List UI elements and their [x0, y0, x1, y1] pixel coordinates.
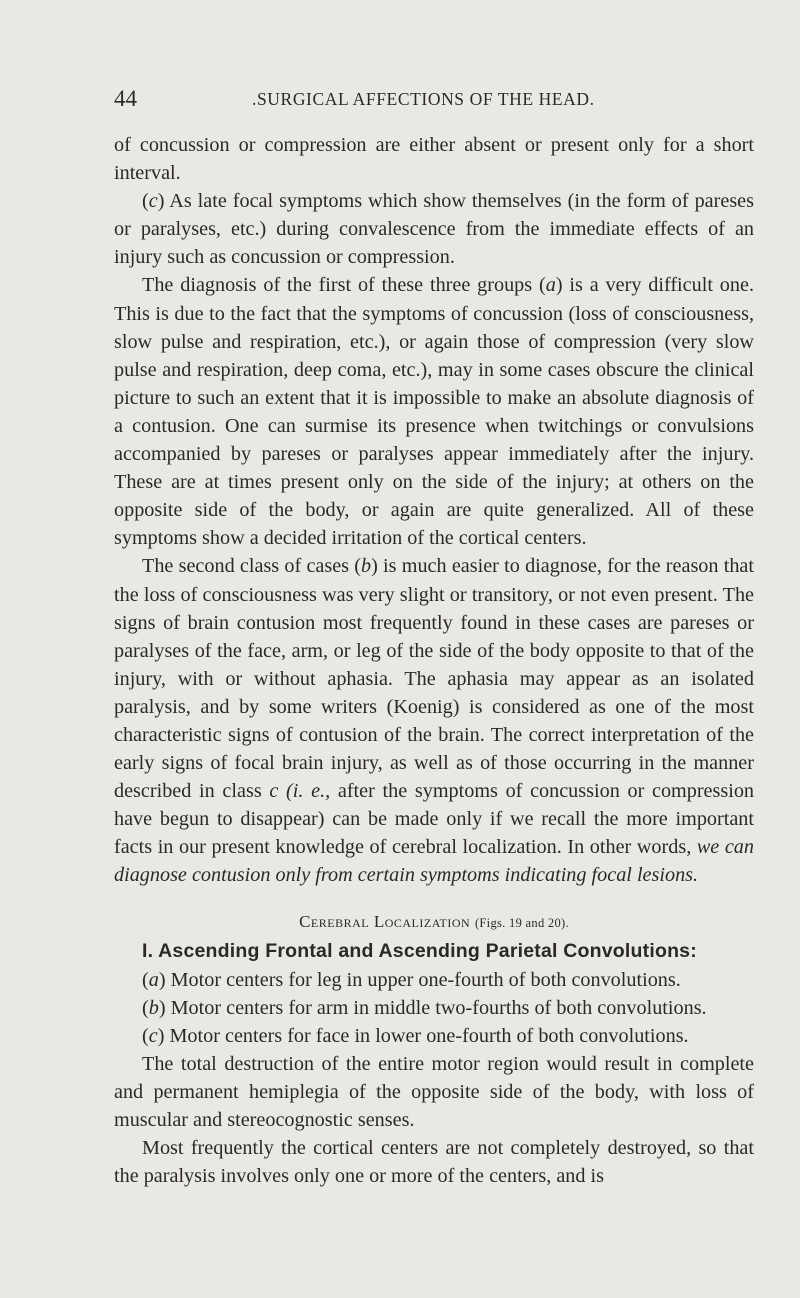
text-segment: The second class of cases ( [142, 555, 361, 578]
paragraph-most-frequently: Most frequently the cortical centers are not completely destroyed, so that the paralysis involves only one or more of the centers, and is [114, 1137, 754, 1188]
text-italic: (i. e., [286, 780, 331, 803]
paragraph-diagnosis-b [114, 552, 754, 889]
item-label: a [545, 274, 556, 297]
item-text: Motor centers for leg in upper one-fourth of both convolutions. [165, 968, 681, 991]
text-italic: we can diagnose contusion only from certain symptoms indicating focal lesions. [114, 836, 754, 887]
page-number: 44 [114, 86, 137, 111]
section-title: Cerebral Localization [299, 911, 471, 931]
paragraph-diagnosis-a [114, 271, 754, 552]
list-item: (a) Motor centers for leg in upper one-fourth of both convolutions. [142, 968, 681, 991]
section-heading [114, 908, 754, 937]
paragraph-continuation: of concussion or compression are either absent or present only for a short interval. [114, 134, 754, 185]
item-label: c [148, 1024, 158, 1047]
list-item: (b) Motor centers for arm in middle two-fourths of both convolutions. [142, 996, 707, 1019]
item-label: c [148, 190, 158, 213]
sub-heading: I. Ascending Frontal and Ascending Parietal Convolutions: [142, 939, 697, 962]
item-label: a [148, 968, 159, 991]
item-label: b [361, 555, 372, 578]
item-label: c [269, 780, 279, 803]
paragraph-total-destruction: The total destruction of the entire motor region would result in complete and permanent hemiplegia of the opposite side of the body, with loss of muscular and stereocognostic senses. [114, 1052, 754, 1132]
figure-reference: (Figs. 19 and 20). [474, 915, 569, 930]
item-label: b [148, 996, 159, 1019]
running-head: .SURGICAL AFFECTIONS OF THE HEAD. [252, 89, 595, 109]
text-segment: ( [142, 190, 149, 213]
list-item: (c) Motor centers for face in lower one-fourth of both convolutions. [142, 1024, 689, 1047]
page-header [114, 86, 754, 116]
text-segment: The diagnosis of the first of these three groups ( [142, 274, 546, 297]
paragraph-c [114, 187, 754, 271]
item-text: Motor centers for face in lower one-fourth of both convolutions. [164, 1024, 689, 1047]
body-text [114, 131, 754, 1190]
text-segment: ) is much easier to diagnose, for the reason that the loss of consciousness was very slight or transitory, or not even present. The signs of brain contusion most frequently found in these cases are pareses or paralyses of the face, arm, or leg of the side of the body opposite to that of the injury, with or without aphasia. The aphasia may appear as an isolated paralysis, and by some writers (Koenig) is considered as one of the most characteristic signs of contusion of the brain. The correct interpretation of the early signs of focal brain injury, as well as of those occurring in the manner described in class [114, 555, 754, 803]
item-text: Motor centers for arm in middle two-fourths of both convolutions. [165, 996, 707, 1019]
text-segment: ) is a very difficult one. This is due to the fact that the symptoms of concussion (loss of consciousness, slow pulse and respiration, etc.), or again those of compression (very slow pulse and respiration, deep coma, etc.), may in some cases obscure the clinical picture to such an extent that it is impossible to make an absolute diagnosis of a contusion. One can surmise its presence when twitchings or convulsions accompanied by pareses or paralyses appear immediately after the injury. These are at times present only on the side of the injury; at others on the opposite side of the body, or again are quite generalized. All of these symptoms show a decided irritation of the cortical centers. [114, 274, 754, 550]
text-segment: after the symptoms of concussion or compression have begun to disappear) can be made only if we recall the more important facts in our present knowledge of cerebral localization. In other words, [114, 780, 755, 859]
text-segment: ) As late focal symptoms which show themselves (in the form of pareses or paralyses, etc.) during convalescence from the immediate effects of an injury such as concussion or compression. [114, 190, 754, 269]
